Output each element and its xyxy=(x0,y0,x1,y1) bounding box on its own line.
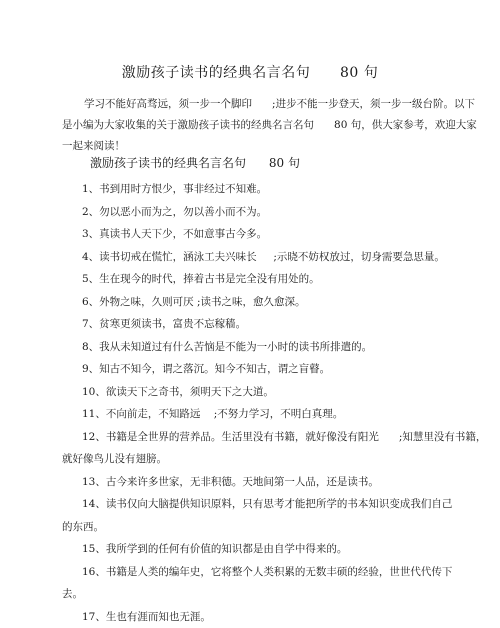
list-item-line: 6、外物之味，久则可厌 ;读书之味，愈久愈深。 xyxy=(62,291,452,314)
intro-line: 学习不能好高骛远，须一步一个脚印 ;进步不能一步登天，须一步一级台阶。以下 xyxy=(62,94,448,115)
intro-line: 一起来阅读！ xyxy=(62,136,448,157)
list-item-line: 16、书籍是人类的编年史，它将整个人类积累的无数丰硕的经验，世世代代传下 xyxy=(62,561,452,584)
list-item xyxy=(62,291,452,314)
list-item-line: 11、不向前走，不知路远 ;不努力学习，不明白真理。 xyxy=(62,403,452,426)
list-item xyxy=(62,313,452,336)
list-item-line: 9、知古不知今，谓之落沉。知今不知古，谓之盲瞽。 xyxy=(62,358,452,381)
intro-paragraph xyxy=(62,94,448,157)
list-item xyxy=(62,381,452,404)
list-item xyxy=(62,336,452,359)
list-item-line: 的东西。 xyxy=(62,516,452,539)
list-item-line: 就好像鸟儿没有翅膀。 xyxy=(62,448,452,471)
list-item xyxy=(62,403,452,426)
list-item-line: 2、勿以恶小而为之，勿以善小而不为。 xyxy=(62,201,452,224)
list-item-line: 5、生在现今的时代，捧着古书是完全没有用处的。 xyxy=(62,268,452,291)
section-subtitle: 激励孩子读书的经典名言名句 80 句 xyxy=(90,154,300,171)
list-item-line: 17、生也有涯而知也无涯。 xyxy=(62,606,452,628)
list-item xyxy=(62,201,452,224)
list-item xyxy=(62,471,452,494)
list-item-line: 7、贫寒更须读书，富贵不忘稼穑。 xyxy=(62,313,452,336)
quote-list xyxy=(62,178,452,628)
intro-line: 是小编为大家收集的关于激励孩子读书的经典名言名句 80 句，供大家参考，欢迎大家 xyxy=(62,115,448,136)
list-item-line: 14、读书仅向大脑提供知识原料，只有思考才能把所学的书本知识变成我们自己 xyxy=(62,493,452,516)
list-item-line: 1、书到用时方恨少，事非经过不知难。 xyxy=(62,178,452,201)
list-item xyxy=(62,223,452,246)
list-item-line: 15、我所学到的任何有价值的知识都是由自学中得来的。 xyxy=(62,538,452,561)
list-item xyxy=(62,538,452,561)
list-item xyxy=(62,268,452,291)
list-item xyxy=(62,358,452,381)
list-item-line: 4、读书切戒在慌忙，涵泳工夫兴味长 ;示晓不妨权放过，切身需要急思量。 xyxy=(62,246,452,269)
list-item xyxy=(62,246,452,269)
list-item-line: 12、书籍是全世界的营养品。生活里没有书籍，就好像没有阳光 ;知慧里没有书籍， xyxy=(62,426,452,449)
list-item-line: 13、古今来许多世家，无非积德。天地间第一人品，还是读书。 xyxy=(62,471,452,494)
list-item-line: 去。 xyxy=(62,583,452,606)
list-item xyxy=(62,606,452,628)
list-item xyxy=(62,178,452,201)
list-item-line: 3、真读书人天下少，不如意事古今多。 xyxy=(62,223,452,246)
list-item xyxy=(62,493,452,538)
document-title: 激励孩子读书的经典名言名句 80 句 xyxy=(0,62,500,82)
list-item xyxy=(62,561,452,606)
list-item-line: 8、我从未知道过有什么苦恼是不能为一小时的读书所排遣的。 xyxy=(62,336,452,359)
list-item xyxy=(62,426,452,471)
list-item-line: 10、欲读天下之奇书，须明天下之大道。 xyxy=(62,381,452,404)
